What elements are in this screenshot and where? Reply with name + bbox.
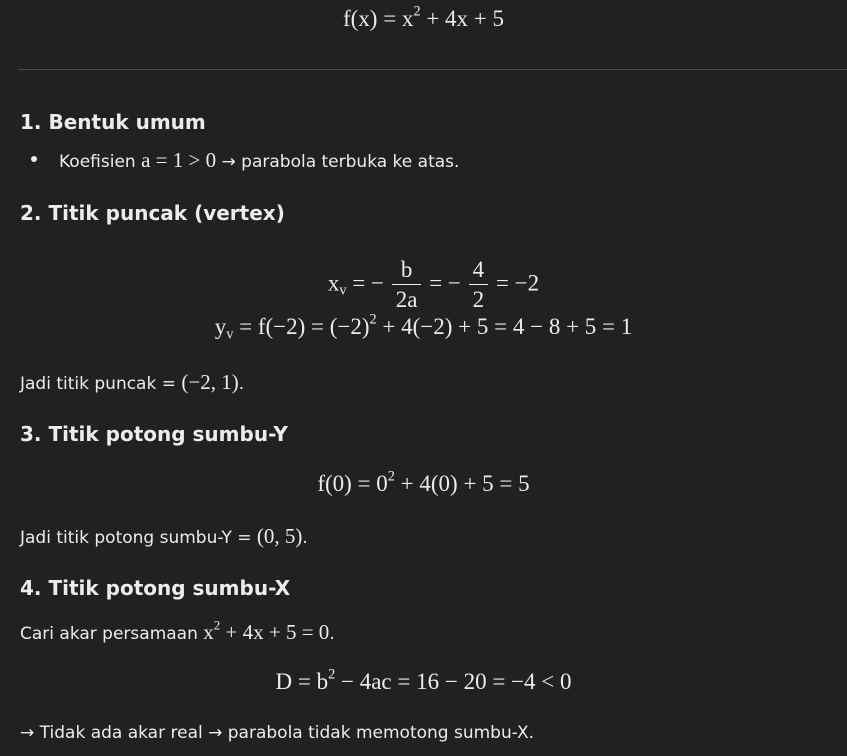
horizontal-divider <box>18 69 847 70</box>
bullet-icon <box>31 156 37 162</box>
y-intercept-equation: $f(0) = 0^2 + 4(0) + 5 = 5$ <box>317 468 530 496</box>
fraction-4-over-2: $\frac{4}{2}$ <box>469 258 489 312</box>
section-heading-titik-puncak: 2. Titik puncak (vertex) <box>20 201 285 225</box>
function-equation: $f(x) = x^2 + 4x + 5$ <box>342 3 505 31</box>
vertex-x-equation: $x_v$ = − $\frac{b}{2a}$ = − $\frac{4}{2}$ = −2 <box>327 257 540 313</box>
x-intercept-intro: Cari akar persamaan $x^2 + 4x + 5 = 0$. <box>20 617 335 644</box>
vertex-conclusion: Jadi titik puncak = (−2, 1). <box>20 370 245 394</box>
bullet-koefisien: Koefisien a = 1 > 0 → parabola terbuka ke atas. <box>59 148 460 172</box>
discriminant-equation: $D = b^2 - 4ac = 16 - 20 = -4 < 0$ <box>275 666 572 694</box>
fraction-b-over-2a: $\frac{b}{2a}$ <box>392 258 422 312</box>
y-intercept-conclusion: Jadi titik potong sumbu-Y = (0, 5). <box>20 524 308 548</box>
x-intercept-conclusion: → Tidak ada akar real → parabola tidak memotong sumbu-X. <box>20 723 535 743</box>
section-heading-potong-sumbu-x: 4. Titik potong sumbu-X <box>20 576 291 600</box>
section-heading-potong-sumbu-y: 3. Titik potong sumbu-Y <box>20 422 288 446</box>
vertex-y-equation: $y_v = f(-2) = (-2)^2 + 4(-2) + 5 = 4 - 8 + 5 = 1$ <box>214 311 633 343</box>
section-heading-bentuk-umum: 1. Bentuk umum <box>20 110 206 134</box>
